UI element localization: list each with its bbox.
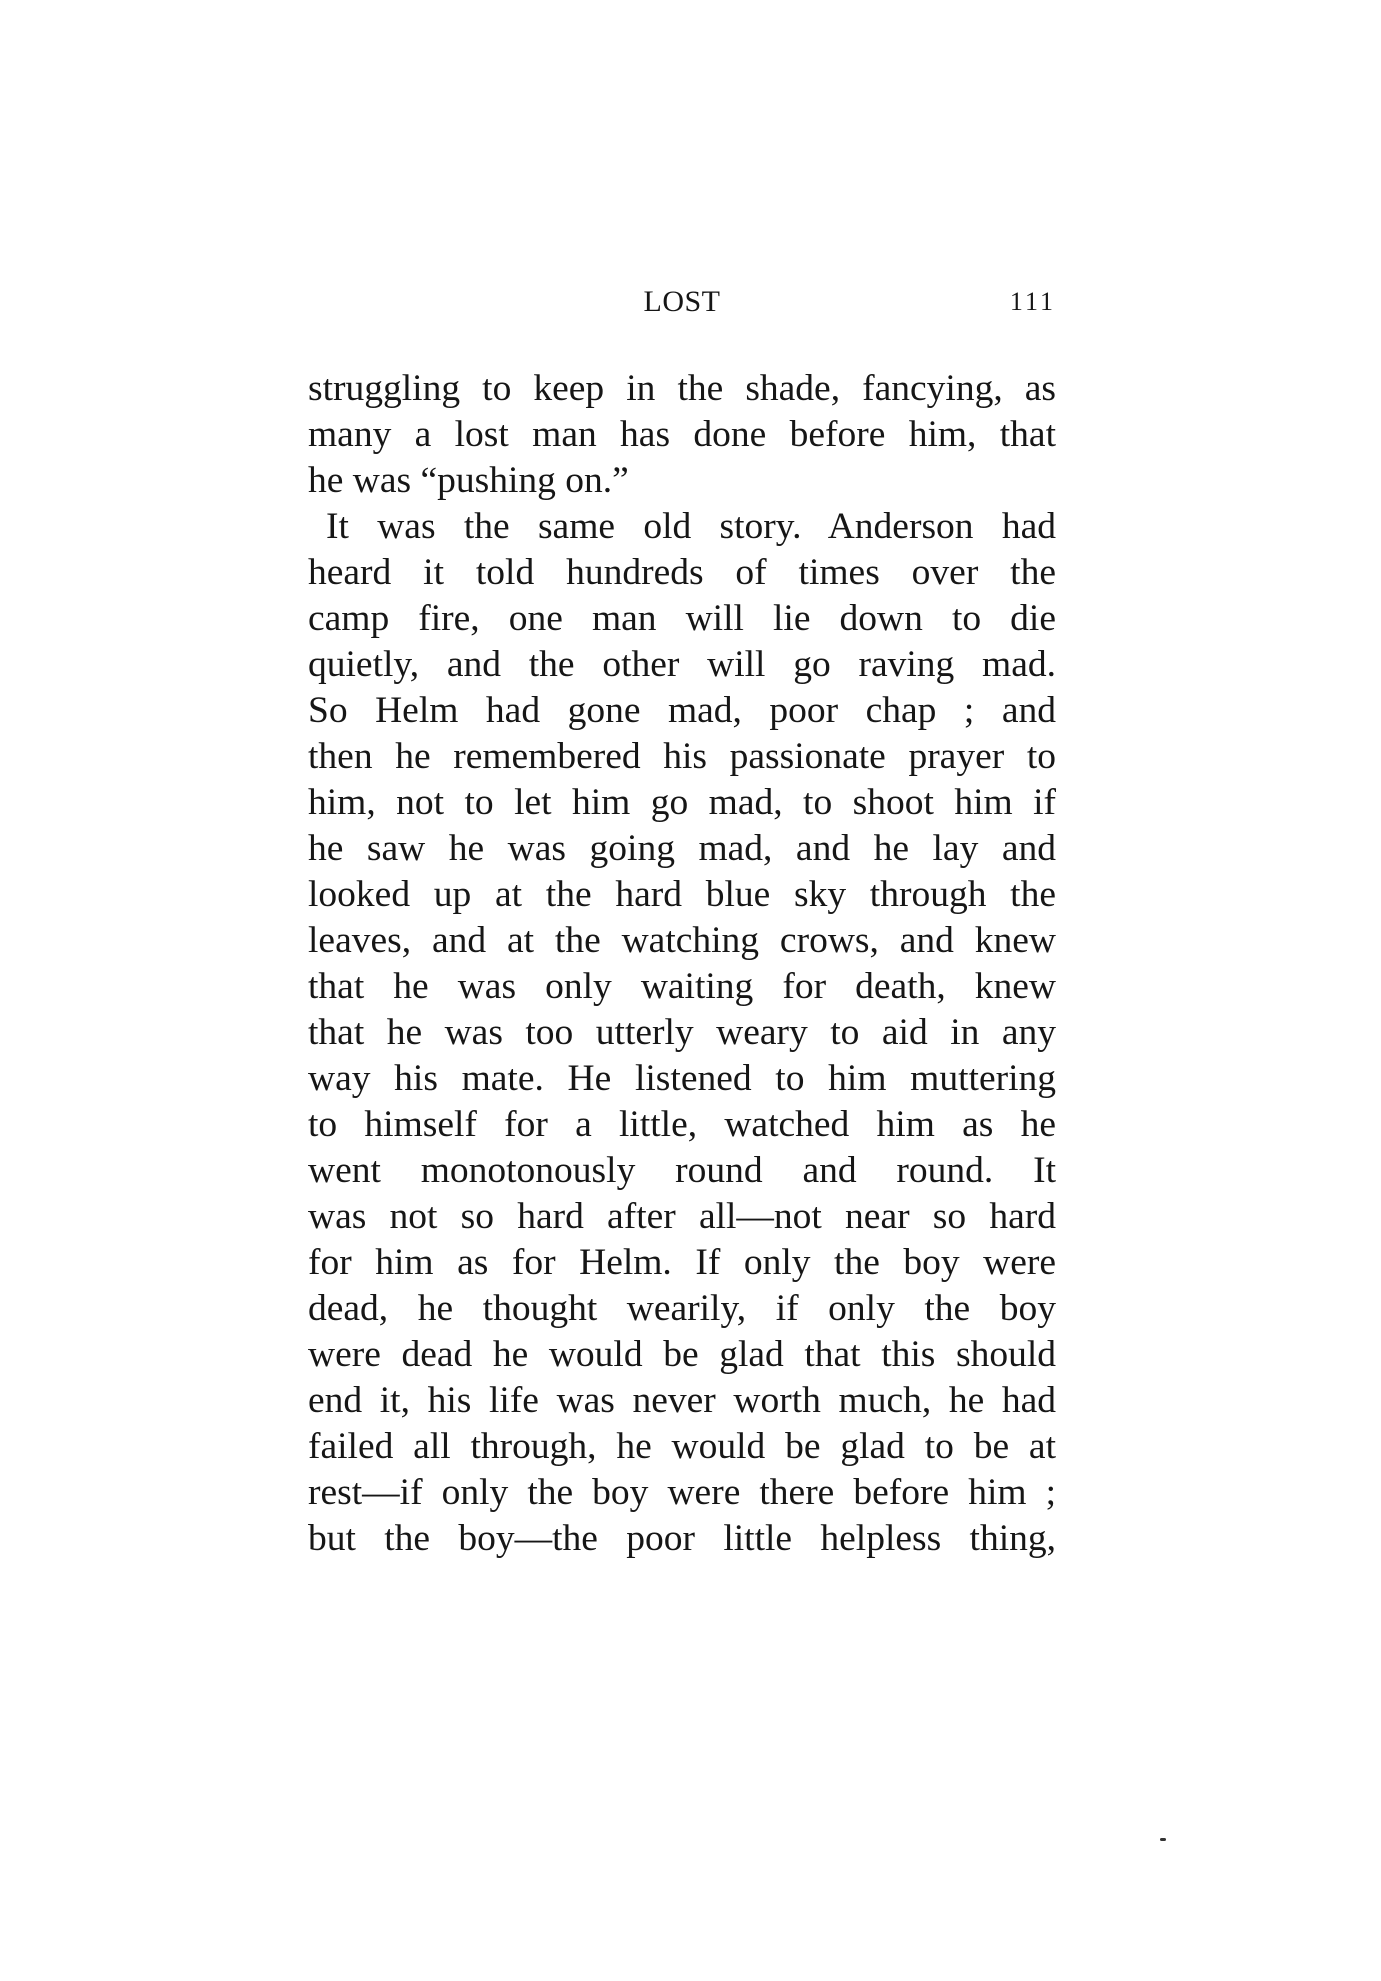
text-line: way his mate. He listened to him muttering bbox=[308, 1058, 1056, 1099]
text-line: that he was only waiting for death, knew bbox=[308, 966, 1056, 1007]
text-line: So Helm had gone mad, poor chap ; and bbox=[308, 690, 1056, 731]
text-line: then he remembered his passionate prayer to bbox=[308, 736, 1056, 777]
text-line: him, not to let him go mad, to shoot him if bbox=[308, 782, 1056, 823]
print-speck bbox=[1160, 1838, 1166, 1841]
body-text bbox=[308, 366, 1056, 1562]
text-line: that he was too utterly weary to aid in any bbox=[308, 1012, 1056, 1053]
text-line: he was “pushing on.” bbox=[308, 460, 629, 501]
text-line: went monotonously round and round. It bbox=[308, 1150, 1056, 1191]
text-line: failed all through, he would be glad to be at bbox=[308, 1426, 1056, 1467]
text-line: to himself for a little, watched him as he bbox=[308, 1104, 1056, 1145]
running-head bbox=[308, 285, 1056, 325]
text-line: many a lost man has done before him, that bbox=[308, 414, 1056, 455]
text-line: he saw he was going mad, and he lay and bbox=[308, 828, 1056, 869]
text-line: rest—if only the boy were there before him ; bbox=[308, 1472, 1056, 1513]
chapter-title: LOST bbox=[643, 285, 721, 318]
text-line: but the boy—the poor little helpless thing, bbox=[308, 1518, 1056, 1559]
text-line: camp fire, one man will lie down to die bbox=[308, 598, 1056, 639]
paragraph-first-line: It was the same old story. Anderson had bbox=[326, 506, 1056, 547]
text-line: looked up at the hard blue sky through the bbox=[308, 874, 1056, 915]
text-line: for him as for Helm. If only the boy were bbox=[308, 1242, 1056, 1283]
text-line: leaves, and at the watching crows, and knew bbox=[308, 920, 1056, 961]
text-line: dead, he thought wearily, if only the boy bbox=[308, 1288, 1056, 1329]
text-line: were dead he would be glad that this should bbox=[308, 1334, 1056, 1375]
text-line: heard it told hundreds of times over the bbox=[308, 552, 1056, 593]
text-line: end it, his life was never worth much, he had bbox=[308, 1380, 1056, 1421]
page-number: 111 bbox=[1009, 287, 1056, 316]
text-line: quietly, and the other will go raving mad. bbox=[308, 644, 1056, 685]
text-line: struggling to keep in the shade, fancying, as bbox=[308, 368, 1056, 409]
text-line: was not so hard after all—not near so hard bbox=[308, 1196, 1056, 1237]
